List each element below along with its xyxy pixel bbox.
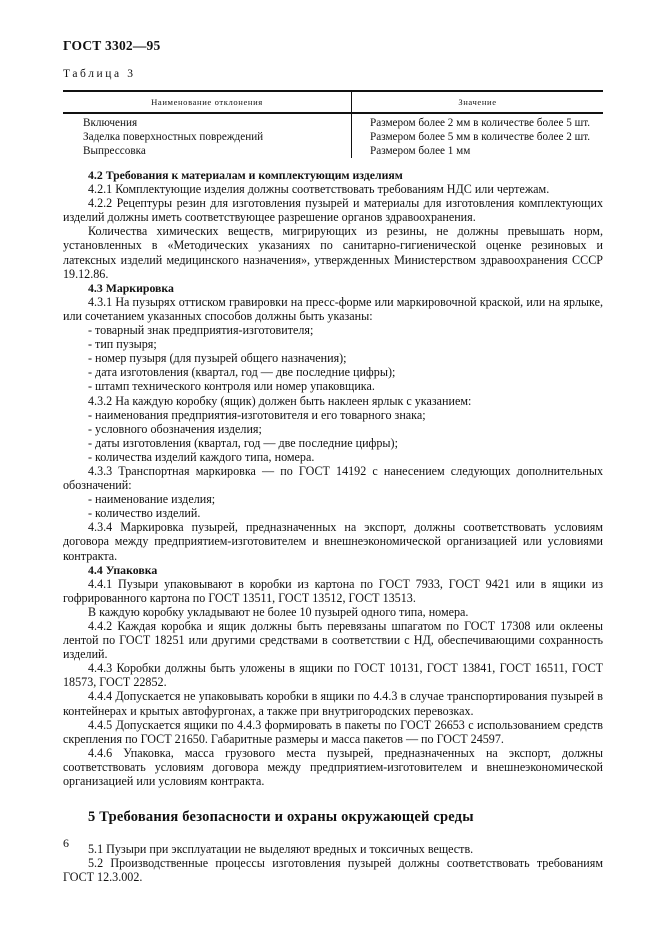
list-item: - количество изделий. [88, 506, 201, 521]
deviation-table [63, 90, 603, 158]
list-item: - наименование изделия; [88, 492, 216, 507]
column-header-value: Значение [352, 91, 604, 113]
table-cell: Заделка поверхностных повреждений [63, 130, 352, 144]
table-cell: Размером более 5 мм в количестве более 2 шт. [370, 131, 591, 143]
paragraph: 5.2 Производственные процессы изготовления пузырей должны соответствовать требованиям ГОСТ 12.3.002. [63, 856, 603, 885]
document-body [63, 168, 603, 885]
list-item: - тип пузыря; [88, 337, 157, 352]
paragraph: 4.3.1 На пузырях оттиском гравировки на пресс-форме или маркировочной краской, или на ярлыке, или сочетанием указанных способов должны быть указаны: [63, 294, 603, 323]
paragraph: 5.1 Пузыри при эксплуатации не выделяют вредных и токсичных веществ. [88, 842, 474, 857]
paragraph: В каждую коробку укладывают не более 10 пузырей одного типа, номера. [88, 604, 469, 619]
paragraph: 4.3.3 Транспортная маркировка — по ГОСТ 14192 с нанесением следующих дополнительных обозначений: [63, 463, 603, 493]
list-item: - условного обозначения изделия; [88, 421, 262, 436]
paragraph: 4.4.5 Допускается ящики по 4.4.3 формировать в пакеты по ГОСТ 26653 с использованием средств скрепления по ГОСТ 21650. Габаритные размеры и масса пакетов — по ГОСТ 24597. [63, 717, 603, 746]
paragraph: 4.4.1 Пузыри упаковывают в коробки из картона по ГОСТ 7933, ГОСТ 9421 или в ящики из гофрированного картона по ГОСТ 13511, ГОСТ 13512, ГОСТ 13513. [63, 576, 603, 605]
table-row [63, 113, 603, 130]
table-cell: Размером более 2 мм в количестве более 5 шт. [370, 117, 591, 129]
paragraph: 4.4.2 Каждая коробка и ящик должны быть перевязаны шпагатом по ГОСТ 17308 или оклеены лентой по ГОСТ 18251 или другими средствами в соответствии с НД, обеспечивающими сохранность изделий. [63, 619, 603, 662]
doc-header: ГОСТ 3302—95 [63, 38, 161, 53]
table-cell: Выпрессовка [63, 144, 352, 158]
column-header-name: Наименование отклонения [63, 91, 352, 113]
paragraph: 4.3.4 Маркировка пузырей, предназначенных на экспорт, должны соответствовать условиям договора между предприятием-изготовителем и внешнеэкономической организацией или условиями контракта. [63, 520, 603, 563]
paragraph: 4.4.6 Упаковка, масса грузового места пузырей, предназначенных на экспорт, должны соответствовать условиям договора между предприятием-изготовителем и внешнеэкономической организацией или условиям контракта. [63, 745, 603, 789]
list-item: - штамп технического контроля или номер упаковщика. [88, 379, 375, 394]
section-heading-4-3: 4.3 Маркировка [88, 280, 174, 295]
section-heading-5: 5 Требования безопасности и охраны окружающей среды [88, 809, 474, 826]
paragraph: 4.3.2 На каждую коробку (ящик) должен быть наклеен ярлык с указанием: [88, 393, 472, 408]
list-item: - даты изготовления (квартал, год — две последние цифры); [88, 435, 398, 450]
paragraph: Количества химических веществ, мигрирующих из резины, не должны превышать норм, установленных в «Методических указаниях по санитарно-гигиенической оценке резиновых и латексных изделий медицинского назначения», утвержденных Министерством здравоохранения СССР 19.12.86. [63, 224, 603, 281]
table-row [63, 144, 603, 158]
list-item: - наименования предприятия-изготовителя и его товарного знака; [88, 407, 426, 422]
table-cell: Включения [63, 113, 352, 130]
list-item: - дата изготовления (квартал, год — две последние цифры); [88, 365, 396, 380]
paragraph: 4.2.1 Комплектующие изделия должны соответствовать требованиям НДС или чертежам. [88, 182, 550, 197]
table-cell: Размером более 1 мм [370, 145, 471, 157]
table-row [63, 130, 603, 144]
section-heading-4-4: 4.4 Упаковка [88, 562, 158, 577]
list-item: - товарный знак предприятия-изготовителя; [88, 323, 314, 338]
paragraph: 4.4.4 Допускается не упаковывать коробки в ящики по 4.4.3 в случае транспортирования пузырей в контейнерах и крытых автофургонах, а также при внутригородских перевозках. [63, 689, 603, 718]
table-caption: Таблица 3 [63, 68, 136, 80]
paragraph: 4.4.3 Коробки должны быть уложены в ящики по ГОСТ 10131, ГОСТ 13841, ГОСТ 16511, ГОСТ 18573, ГОСТ 22852. [63, 661, 603, 690]
list-item: - количества изделий каждого типа, номера. [88, 449, 315, 464]
paragraph: 4.2.2 Рецептуры резин для изготовления пузырей и материалы для изготовления комплектующих изделий должны иметь соответствующее разрешение органов здравоохранения. [63, 196, 603, 225]
section-heading-4-2: 4.2 Требования к материалам и комплектующим изделиям [88, 168, 403, 182]
table-header-row [63, 91, 603, 113]
page-number: 6 [63, 836, 69, 850]
list-item: - номер пузыря (для пузырей общего назначения); [88, 351, 347, 366]
